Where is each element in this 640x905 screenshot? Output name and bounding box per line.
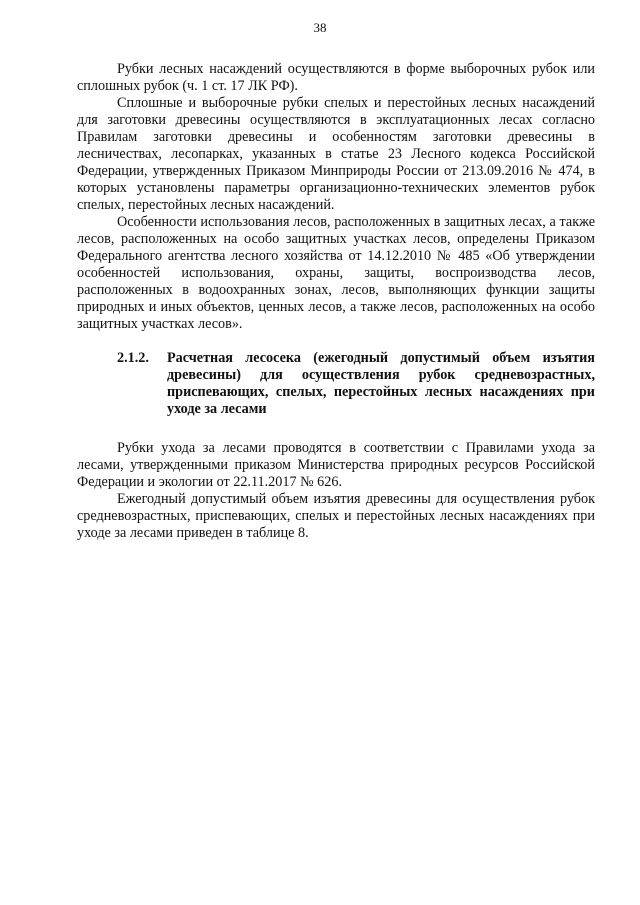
paragraph-annual-volume: Ежегодный допустимый объем изъятия древесины для осуществления рубок средневозрастных, приспевающих, спелых и перестойных лесных насаждениях при уходе за лесами приведен в таблице 8. [77,491,595,541]
section-number: 2.1.2. [117,350,149,366]
page-number: 38 [313,20,327,35]
paragraph-care-felling-rules: Рубки ухода за лесами проводятся в соответствии с Правилами ухода за лесами, утвержденными приказом Министерства природных ресурсов Российской Федерации и экологии от 22.11.2017 № 626. [77,440,595,490]
document-body [77,61,595,542]
paragraph-logging-forms: Рубки лесных насаждений осуществляются в форме выборочных рубок или сплошных рубок (ч. 1 ст. 17 ЛК РФ). [77,61,595,94]
paragraph-protective-forests: Особенности использования лесов, расположенных в защитных лесах, а также лесов, расположенных на особо защитных участках лесов, определены Приказом Федерального агентства лесного хозяйства от 14.12.2010 № 485 «Об утверждении особенностей использования, охраны, защиты, воспроизводства лесов, расположенных в водоохранных зонах, лесов, выполняющих функции защиты природных и иных объектов, ценных лесов, а также лесов, расположенных на особо защитных участках лесов». [77,214,595,332]
section-title: Расчетная лесосека (ежегодный допустимый объем изъятия древесины) для осуществления рубок средневозрастных, приспевающих, спелых, перестойных лесных насаждениях при уходе за лесами [167,350,595,417]
section-heading [117,350,595,418]
paragraph-clear-cutting-rules: Сплошные и выборочные рубки спелых и перестойных лесных насаждений для заготовки древесины осуществляются в эксплуатационных лесах согласно Правилам заготовки древесины и особенностям заготовки древесины в лесничествах, лесопарках, указанных в статье 23 Лесного кодекса Российской Федерации, утвержденных Приказом Минприроды России от 213.09.2016 № 474, в которых установлены параметры организационно-технических элементов рубок спелых, перестойных лесных насаждений. [77,95,595,213]
